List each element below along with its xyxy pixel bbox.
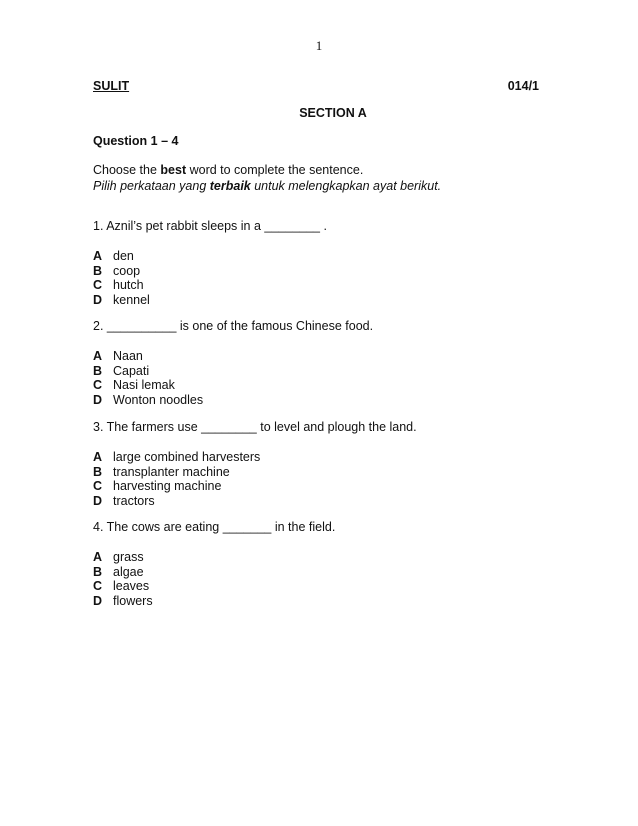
option-a xyxy=(93,249,327,264)
paper-code: 014/1 xyxy=(507,79,539,93)
option-text: tractors xyxy=(113,493,155,508)
question-range: Question 1 – 4 xyxy=(93,134,179,148)
option-text: Wonton noodles xyxy=(113,392,204,407)
option-letter: A xyxy=(93,550,103,564)
question-stem: 4. The cows are eating _______ in the field. xyxy=(93,520,336,534)
option-letter: D xyxy=(93,493,103,508)
option-text: harvesting machine xyxy=(113,479,222,493)
option-b xyxy=(93,565,335,580)
option-text: hutch xyxy=(113,278,144,292)
option-b xyxy=(93,465,417,480)
instruction-english-prefix: Choose the xyxy=(93,163,161,177)
option-letter: D xyxy=(93,392,103,407)
option-a xyxy=(93,550,335,565)
option-text: den xyxy=(113,249,134,263)
option-text: transplanter machine xyxy=(113,464,230,479)
option-letter: A xyxy=(93,249,103,263)
page-number: 1 xyxy=(315,38,323,53)
option-c xyxy=(93,278,327,293)
option-letter: D xyxy=(93,593,103,608)
instruction-english-emphasis: best xyxy=(160,163,187,177)
option-b xyxy=(93,364,373,379)
option-c xyxy=(93,579,335,594)
option-b xyxy=(93,264,327,279)
section-title: SECTION A xyxy=(299,106,367,120)
option-letter: B xyxy=(93,564,103,579)
instruction-malay-prefix: Pilih perkataan yang xyxy=(93,179,210,193)
question-stem: 3. The farmers use ________ to level and plough the land. xyxy=(93,420,417,434)
instruction-malay xyxy=(93,178,441,194)
option-letter: C xyxy=(93,479,103,493)
option-d xyxy=(93,594,335,609)
classification-label: SULIT xyxy=(93,79,130,93)
option-letter: A xyxy=(93,450,103,464)
question-stem: 2. __________ is one of the famous Chinese food. xyxy=(93,319,374,333)
option-letter: B xyxy=(93,263,103,278)
option-text: Naan xyxy=(113,349,143,363)
option-letter: B xyxy=(93,363,103,378)
question-3 xyxy=(93,419,417,508)
option-c xyxy=(93,479,417,494)
instruction-english xyxy=(93,162,441,178)
option-letter: B xyxy=(93,464,103,479)
option-d xyxy=(93,494,417,509)
option-letter: A xyxy=(93,349,103,363)
option-letter: C xyxy=(93,278,103,292)
option-text: flowers xyxy=(113,593,153,608)
option-c xyxy=(93,378,373,393)
question-4 xyxy=(93,519,335,608)
option-a xyxy=(93,450,417,465)
option-text: kennel xyxy=(113,292,150,307)
question-stem: 1. Aznil’s pet rabbit sleeps in a ________ . xyxy=(93,219,327,233)
option-text: Capati xyxy=(113,363,150,378)
option-letter: C xyxy=(93,378,103,392)
option-text: Nasi lemak xyxy=(113,378,175,392)
question-2 xyxy=(93,318,373,407)
option-letter: D xyxy=(93,292,103,307)
instruction-english-suffix: word to complete the sentence. xyxy=(186,163,364,177)
option-d xyxy=(93,393,373,408)
option-text: large combined harvesters xyxy=(113,450,261,464)
option-text: grass xyxy=(113,550,144,564)
option-text: coop xyxy=(113,263,141,278)
question-1 xyxy=(93,218,327,307)
instruction-malay-emphasis: terbaik xyxy=(209,179,251,193)
instructions xyxy=(93,162,441,194)
option-d xyxy=(93,293,327,308)
instruction-malay-suffix: untuk melengkapkan ayat berikut. xyxy=(250,179,442,193)
option-letter: C xyxy=(93,579,103,593)
option-a xyxy=(93,349,373,364)
option-text: leaves xyxy=(113,579,150,593)
option-text: algae xyxy=(113,564,144,579)
